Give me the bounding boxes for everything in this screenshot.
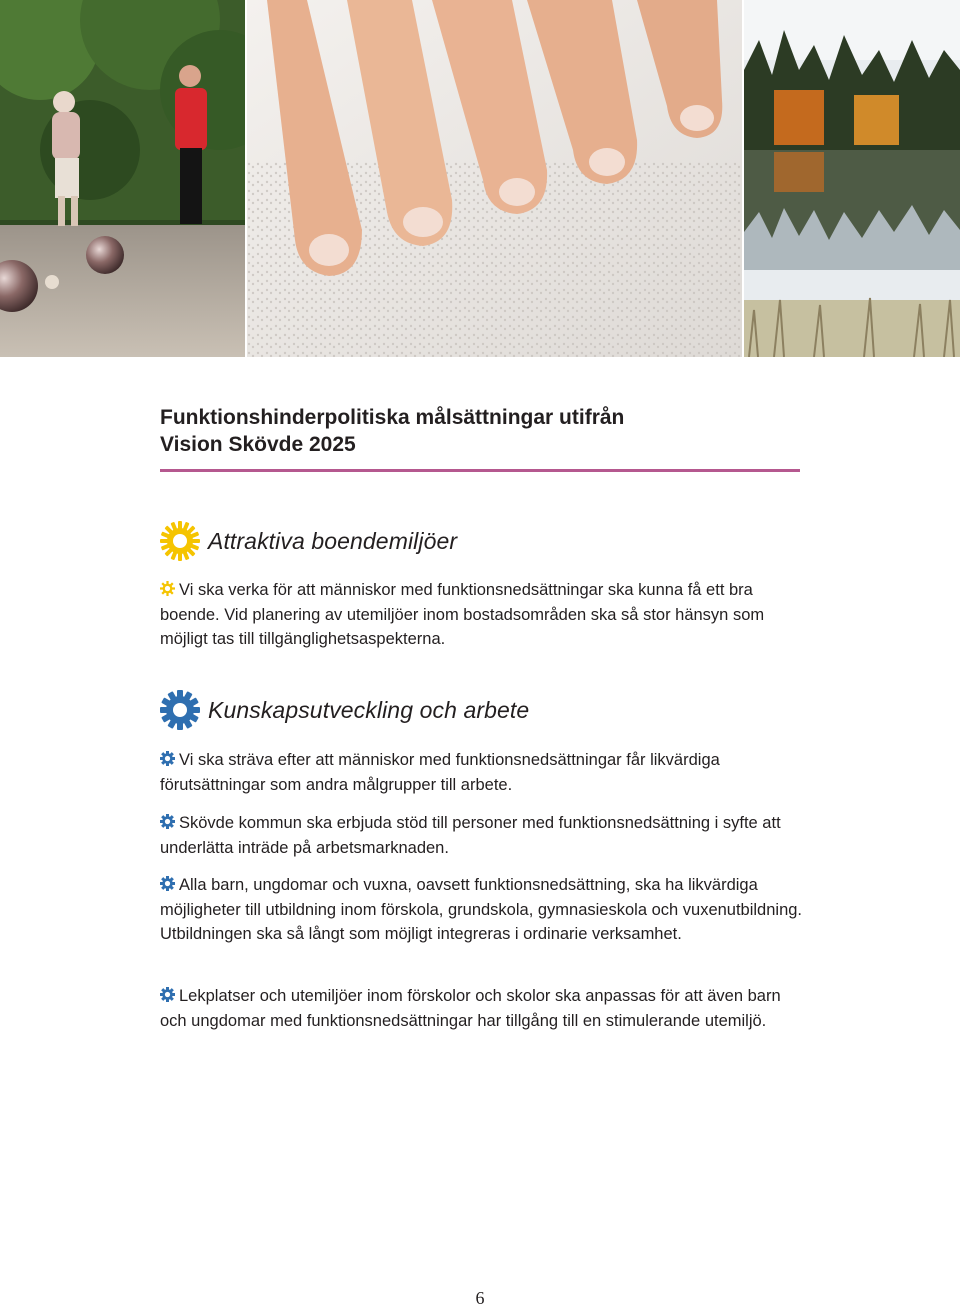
page-title-line-1: Funktionshinderpolitiska målsättningar utifrån: [160, 406, 625, 429]
paragraph-text: Vi ska sträva efter att människor med funktionsnedsättningar får likvärdiga förutsättningar som andra målgrupper till arbete.: [160, 751, 720, 794]
section-heading-kunskapsutveckling-och-arbete: [160, 690, 529, 730]
gear-bullet-icon: [160, 751, 175, 766]
heading-block: [160, 404, 800, 472]
gear-bullet-icon: [160, 814, 175, 829]
sun-icon: [160, 521, 200, 561]
paragraph: [160, 748, 810, 797]
sun-bullet-icon: [160, 581, 175, 596]
paragraph-text: Vi ska verka för att människor med funktionsnedsättningar ska kunna få ett bra boende. Vid planering av utemiljöer inom bostadsområden ska så stor hänsyn som möjligt tas till tillgänglighetsaspekterna.: [160, 581, 765, 648]
section-title: Attraktiva boendemiljöer: [208, 527, 458, 554]
page-title-line-2: Vision Skövde 2025: [160, 433, 356, 456]
paragraph: [160, 873, 810, 947]
gear-bullet-icon: [160, 876, 175, 891]
braille-reading-photo: [247, 0, 742, 357]
photo-strip: [0, 0, 960, 357]
boule-players-photo: [0, 0, 245, 357]
paragraph-text: Lekplatser och utemiljöer inom förskolor och skolor ska anpassas för att även barn och ungdomar med funktionsnedsättningar har tillgång till en stimulerande utemiljö.: [160, 987, 781, 1030]
paragraph: [160, 984, 810, 1033]
page-number: 6: [475, 1288, 485, 1308]
paragraph: [160, 578, 810, 652]
section-title: Kunskapsutveckling och arbete: [208, 696, 530, 723]
lake-autumn-photo: [744, 0, 960, 357]
page-title: [160, 404, 800, 458]
gear-icon: [160, 690, 200, 730]
paragraph-text: Skövde kommun ska erbjuda stöd till personer med funktionsnedsättning i syfte att underlätta inträde på arbetsmarknaden.: [160, 814, 781, 857]
gear-bullet-icon: [160, 987, 175, 1002]
section-heading-attraktiva-boendemiljoer: [160, 521, 457, 561]
paragraph-text: Alla barn, ungdomar och vuxna, oavsett funktionsnedsättning, ska ha likvärdiga möjligheter till utbildning inom förskola, grundskola, gymnasieskola och vuxenutbildning. Utbildningen ska så långt som möjligt integreras i ordinarie verksamhet.: [160, 876, 803, 943]
title-divider: [160, 469, 800, 472]
paragraph: [160, 811, 810, 860]
